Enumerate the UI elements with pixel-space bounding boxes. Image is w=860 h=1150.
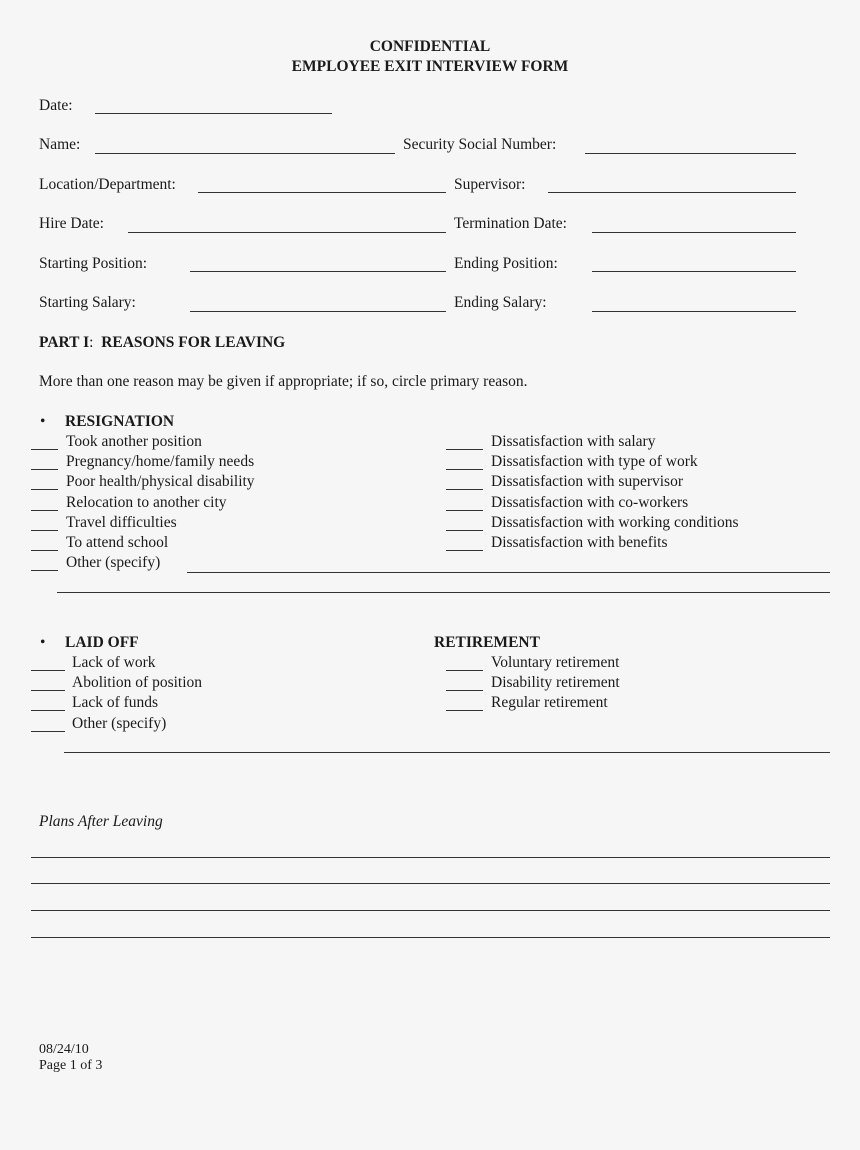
resignation-left-option-label: Relocation to another city [66,493,227,511]
laid-off-bullet: • [40,634,46,651]
resignation-right-checkbox-blank[interactable] [446,489,483,490]
resignation-left-option-label: Pregnancy/home/family needs [66,453,255,471]
starting-salary-label: Starting Salary: [39,294,136,311]
resignation-left-checkbox-blank[interactable] [31,449,58,450]
part1-colon: : [89,334,94,351]
resignation-left-checkbox-blank[interactable] [31,510,58,511]
date-label: Date: [39,97,73,114]
hire-date-field[interactable] [128,232,446,233]
laid-off-heading: LAID OFF [65,634,139,651]
resignation-right-option-label: Dissatisfaction with supervisor [491,473,684,491]
location-label: Location/Department: [39,176,176,193]
resignation-other-line[interactable] [187,572,830,573]
laid-off-checkbox-blank[interactable] [31,710,65,711]
retirement-option-label: Voluntary retirement [491,654,620,671]
laid-off-checkbox-blank[interactable] [31,670,65,671]
part1-heading [39,334,285,352]
ssn-label: Security Social Number: [403,136,557,153]
resignation-heading: RESIGNATION [65,413,175,430]
retirement-checkbox-blank[interactable] [446,690,483,691]
resignation-right-checkbox-blank[interactable] [446,530,483,531]
resignation-left-option-label: Poor health/physical disability [66,473,255,491]
starting-position-field[interactable] [190,271,446,272]
ending-salary-field[interactable] [592,311,796,312]
laid-off-other-line[interactable] [64,752,830,753]
resignation-other-line-2[interactable] [57,592,830,593]
part1-title: REASONS FOR LEAVING [101,334,286,351]
resignation-left-checkbox-blank[interactable] [31,550,58,551]
form-heading-confidential: CONFIDENTIAL [369,38,491,55]
resignation-right-checkbox-blank[interactable] [446,449,483,450]
retirement-checkbox-blank[interactable] [446,670,483,671]
resignation-left-option-label: Other (specify) [66,554,161,572]
ssn-field[interactable] [585,153,796,154]
plans-line-1[interactable] [31,857,830,858]
retirement-checkbox-blank[interactable] [446,710,483,711]
retirement-option-label: Disability retirement [491,674,620,692]
resignation-left-option-label: To attend school [66,534,169,551]
plans-line-3[interactable] [31,910,830,911]
plans-line-4[interactable] [31,937,830,938]
part1-label: PART I [39,334,90,351]
form-title: EMPLOYEE EXIT INTERVIEW FORM [291,58,569,75]
laid-off-checkbox-blank[interactable] [31,731,65,732]
resignation-left-checkbox-blank[interactable] [31,530,58,531]
resignation-left-option-label: Took another position [66,433,202,450]
resignation-left-checkbox-blank[interactable] [31,469,58,470]
laid-off-option-label: Lack of work [72,654,156,671]
resignation-right-checkbox-blank[interactable] [446,469,483,470]
laid-off-option-label: Other (specify) [72,714,167,732]
laid-off-option-label: Lack of funds [72,694,159,712]
laid-off-option-label: Abolition of position [72,674,203,692]
retirement-option-label: Regular retirement [491,694,608,712]
name-label: Name: [39,136,81,153]
resignation-left-checkbox-blank[interactable] [31,570,58,571]
plans-label: Plans After Leaving [39,813,163,830]
resignation-right-checkbox-blank[interactable] [446,550,483,551]
termination-date-field[interactable] [592,232,796,233]
resignation-right-option-label: Dissatisfaction with type of work [491,453,698,471]
resignation-right-option-label: Dissatisfaction with working conditions [491,513,739,531]
laid-off-checkbox-blank[interactable] [31,690,65,691]
footer-date: 08/24/10 [39,1042,89,1057]
starting-position-label: Starting Position: [39,255,148,272]
resignation-left-option-label: Travel difficulties [66,513,177,531]
hire-date-label: Hire Date: [39,215,104,232]
termination-date-label: Termination Date: [454,215,567,232]
resignation-right-option-label: Dissatisfaction with co-workers [491,493,689,511]
part1-instruction: More than one reason may be given if appropriate; if so, circle primary reason. [39,373,528,390]
resignation-right-option-label: Dissatisfaction with salary [491,433,656,450]
starting-salary-field[interactable] [190,311,446,312]
retirement-heading: RETIREMENT [434,634,540,651]
plans-line-2[interactable] [31,883,830,884]
date-field[interactable] [95,113,332,114]
resignation-bullet: • [40,413,46,430]
location-field[interactable] [198,192,446,193]
footer-page: Page 1 of 3 [39,1058,103,1073]
resignation-right-option-label: Dissatisfaction with benefits [491,534,668,551]
ending-salary-label: Ending Salary: [454,294,547,311]
name-field[interactable] [95,153,395,154]
resignation-left-checkbox-blank[interactable] [31,489,58,490]
resignation-right-checkbox-blank[interactable] [446,510,483,511]
supervisor-label: Supervisor: [454,176,526,193]
ending-position-label: Ending Position: [454,255,558,272]
supervisor-field[interactable] [548,192,796,193]
ending-position-field[interactable] [592,271,796,272]
